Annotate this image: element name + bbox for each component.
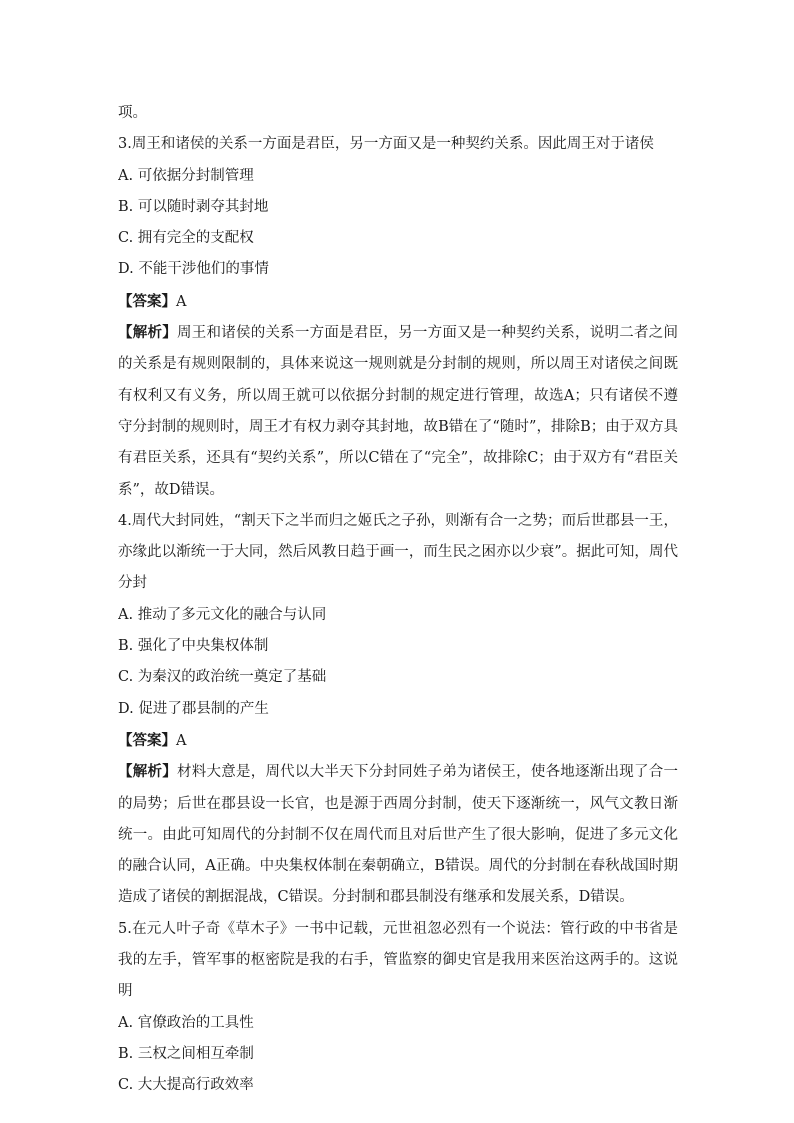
- question-5: [118, 914, 678, 1102]
- option-a: A. 官僚政治的工具性: [118, 1014, 254, 1031]
- analysis-label: 【解析】: [118, 324, 177, 342]
- option-b: B. 三权之间相互牵制: [118, 1045, 254, 1062]
- option-c: C. 拥有完全的支配权: [118, 230, 254, 247]
- option-a: A. 可依据分封制管理: [118, 167, 254, 184]
- option-c: C. 为秦汉的政治统一奠定了基础: [118, 669, 327, 686]
- answer-label: 【答案】: [118, 292, 176, 310]
- previous-page-fragment: 项。: [118, 105, 147, 121]
- option-c: C. 大大提高行政效率: [118, 1077, 254, 1094]
- analysis-paragraph: [118, 756, 678, 913]
- document-page: [118, 98, 678, 1102]
- question-stem: 4.周代大封同姓，“割天下之半而归之姬氏之子孙，则渐有合一之势；而后世郡县一王，亦缘此以渐统一于大同，然后风教日趋于画一，而生民之困亦以少衰”。据此可知，周代分封: [118, 512, 678, 592]
- option-d: D. 不能干涉他们的事情: [118, 261, 269, 278]
- analysis-text: 周王和诸侯的关系一方面是君臣，另一方面又是一种契约关系，说明二者之间的关系是有规则限制的，具体来说这一规则就是分封制的规则，所以周王对诸侯之间既有权利又有义务，所以周王就可以依据分封制的规定进行管理，故选A；只有诸侯不遵守分封制的规则时，周王才有权力剥夺其封地，故B错在了“随时”，排除B；由于双方具有君臣关系，还具有“契约关系”，所以C错在了“完全”，故排除C；由于双方有“君臣关系”，故D错误。: [118, 325, 679, 498]
- option-b: B. 可以随时剥夺其封地: [118, 198, 269, 215]
- option-b: B. 强化了中央集权体制: [118, 638, 269, 655]
- analysis-label: 【解析】: [118, 763, 177, 781]
- analysis-text: 材料大意是，周代以大半天下分封同姓子弟为诸侯王，使各地逐渐出现了合一的局势；后世在郡县设一长官，也是源于西周分封制，使天下逐渐统一，风气文教日渐统一。由此可知周代的分封制不仅在周代而且对后世产生了很大影响，促进了多元文化的融合认同，A正确。中央集权体制在秦朝确立，B错误。周代的分封制在春秋战国时期造成了诸侯的割据混战，C错误。分封制和郡县制没有继承和发展关系，D错误。: [118, 764, 679, 906]
- question-stem: 5.在元人叶子奇《草木子》一书中记载，元世祖忽必烈有一个说法：管行政的中书省是我的左手，管军事的枢密院是我的右手，管监察的御史官是我用来医治这两手的。这说明: [118, 920, 678, 1000]
- answer-line: [118, 725, 678, 756]
- question-3: [118, 129, 678, 506]
- option-d: D. 促进了郡县制的产生: [118, 700, 269, 717]
- answer-label: 【答案】: [118, 731, 176, 749]
- answer-value: A: [176, 732, 187, 749]
- option-a: A. 推动了多元文化的融合与认同: [118, 606, 327, 623]
- question-stem: 3.周王和诸侯的关系一方面是君臣，另一方面又是一种契约关系。因此周王对于诸侯: [118, 136, 654, 153]
- analysis-paragraph: [118, 317, 678, 506]
- question-4: [118, 506, 678, 914]
- answer-value: A: [176, 293, 187, 310]
- answer-line: [118, 286, 678, 317]
